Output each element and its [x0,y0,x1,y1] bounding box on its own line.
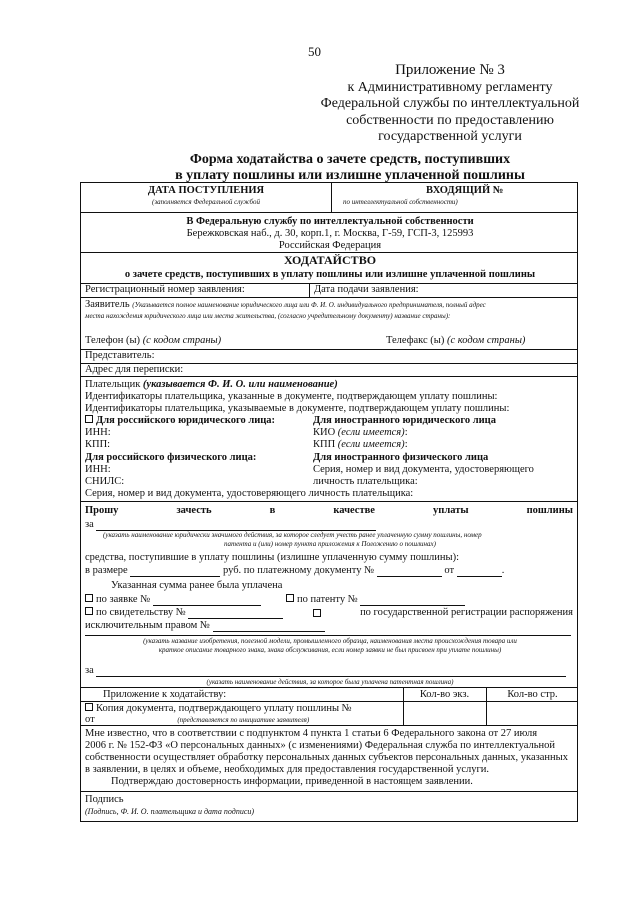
phone-label: Телефон (ы) [85,335,141,346]
attachments-label: Приложение к ходатайству: [103,689,227,700]
reg-number-field[interactable]: Регистрационный номер заявления: [85,284,245,295]
snils-field[interactable]: СНИЛС: [85,476,125,487]
form-title-line: в уплату пошлины или излишне уплаченной пошлины [175,168,525,183]
underline [188,609,283,619]
payer-ids-new: Идентификаторы плательщика, указываемые в документе, подтверждающем уплату пошлины: [85,403,510,414]
request-word: зачесть [176,505,212,516]
by-application-checkbox[interactable] [85,594,261,606]
checkbox-icon[interactable] [85,594,93,602]
earlier-paid-label: Указанная сумма ранее была уплачена [111,580,283,591]
amount-label: в размере [85,565,128,576]
receipt-date-label: ДАТА ПОСТУПЛЕНИЯ [147,185,265,196]
divider [81,701,577,702]
page-number: 50 [308,44,321,59]
underline [85,635,571,636]
by-patent-checkbox[interactable] [286,594,465,606]
divider [81,725,577,726]
request-word: Прошу [85,505,119,516]
addressee-address: Бережковская наб., д. 30, корп.1, г. Москва, Г-59, ГСП-3, 125993 [186,228,474,239]
incoming-label: ВХОДЯЩИЙ № [426,185,504,196]
copies-column-header: Кол-во экз. [419,689,470,700]
payer-field[interactable] [85,379,338,391]
phone-note: (с кодом страны) [142,335,222,346]
kpp-foreign-note: (если имеется) [337,439,405,450]
kio-field[interactable]: КИО (если имеется): [313,427,408,438]
payment-doc-label: руб. по платежному документу № [222,565,375,576]
amount-field[interactable]: в размере руб. по платежному документу № от . [85,565,505,576]
payment-copy-note: (представляется по инициативе заявителя) [177,716,310,724]
request-word: пошлины [526,505,573,516]
signature-note: (Подпись, Ф. И. О. плательщика и дата подписи) [85,807,255,816]
divider [81,212,577,213]
underline [153,596,261,606]
divider [331,183,332,212]
incoming-note: по интеллектуальной собственности) [343,198,458,206]
applicant-field[interactable] [85,299,486,311]
appendix-line: к Административному регламенту [347,79,553,95]
underline [130,567,220,577]
checkbox-icon[interactable] [313,609,321,617]
form-title-line: Форма ходатайства о зачете средств, поступивших [189,152,511,167]
underline [96,667,566,677]
addressee-country: Российская Федерация [278,240,382,251]
consent-text: собственности осуществляет обработку персональных данных субъектов персональных данных, указанных [85,752,568,763]
payer-note: (указывается Ф. И. О. или наименование) [142,379,338,390]
divider [81,376,577,377]
underline [457,567,502,577]
checkbox-icon[interactable] [286,594,294,602]
kpp-foreign-field[interactable]: КПП (если имеется): [313,439,408,450]
ru-legal-label: Для российского юридического лица: [96,415,276,426]
payer-identity-doc-field[interactable]: Серия, номер и вид документа, удостоверяющего личность плательщика: [85,488,414,499]
from-label: от [85,714,95,725]
by-application-label: по заявке № [96,594,151,605]
checkbox-icon[interactable] [85,607,93,615]
consent-confirm: Подтверждаю достоверность информации, приведенной в настоящем заявлении. [111,776,473,787]
exclusive-right-label: исключительным правом № [85,620,210,631]
pages-column-header: Кол-во стр. [507,689,558,700]
applicant-label: Заявитель [85,299,130,310]
appendix-block [300,62,600,146]
state-registration-label: по государственной регистрации распоряжения [360,607,573,618]
kio-label: КИО [313,427,336,438]
petition-subtitle: о зачете средств, поступивших в уплату пошлины или излишне уплаченной пошлины [124,269,536,280]
request-word: в [269,505,276,516]
appendix-title: Приложение № 3 [395,62,505,78]
object-note: краткое описание товарного знака, знака обслуживания, если номер заявки не был присвоен при уплате пошлины) [158,646,502,654]
kio-note: (если имеется) [337,427,405,438]
addressee-title: В Федеральную службу по интеллектуальной собственности [186,216,474,227]
consent-text: 2006 г. № 152-ФЗ «О персональных данных» (с изменениями) Федеральная служба по интеллектуальной [85,740,556,751]
consent-text: Мне известно, что в соответствии с подпунктом 4 пункта 1 статьи 6 Федерального закона от 27 июля [85,728,538,739]
appendix-line: государственной услуги [378,129,522,144]
foreign-legal-label: Для иностранного юридического лица [313,415,496,426]
payer-ids-paid: Идентификаторы плательщика, указанные в документе, подтверждающем уплату пошлины: [85,391,498,402]
applicant-note: места нахождения юридического лица или места жительства, (согласно учредительному документу) название страны): [85,312,451,320]
underline [96,521,376,531]
action-field[interactable] [85,519,376,531]
kpp-foreign-label: КПП [313,439,336,450]
underline [377,567,442,577]
foreign-identity-field[interactable]: личность плательщика: [313,476,418,487]
checkbox-icon[interactable] [85,415,93,423]
paid-action-note: (указать наименование действия, за которое была уплачена патентная пошлина) [206,678,454,686]
underline [213,622,325,632]
appendix-line: собственности по предоставлению [346,112,554,128]
consent-text: в заявлении, в целях и объеме, необходимых для предоставления государственной услуги. [85,764,490,775]
za-label: за [85,665,94,676]
exclusive-right-field[interactable] [85,620,325,632]
payment-copy-label: Копия документа, подтверждающего уплату пошлины № [96,703,352,714]
fax-label: Телефакс (ы) [386,335,445,346]
divider [81,297,577,298]
fax-note: (с кодом страны) [446,335,526,346]
divider [81,349,577,350]
signature-field[interactable]: Подпись [85,794,124,805]
ru-legal-entity-checkbox[interactable] [85,415,275,427]
payer-label: Плательщик [85,379,141,390]
petition-title: ХОДАТАЙСТВО [283,253,377,267]
za-label: за [85,519,94,530]
ru-person-label: Для российского физического лица: [85,452,257,463]
request-word: уплаты [433,505,469,516]
filing-date-field[interactable]: Дата подачи заявления: [314,284,419,295]
fax-field[interactable] [386,335,525,347]
receipt-date-note: (заполняется Федеральной службой [152,198,260,206]
by-certificate-checkbox[interactable] [85,607,283,619]
form-title [100,152,600,184]
by-certificate-label: по свидетельству № [96,607,186,618]
representative-field[interactable]: Представитель: [85,350,155,361]
applicant-note: (Указывается полное наименование юридического лица или Ф. И. О. индивидуального предпринимателя, полный адрес [132,301,486,309]
appendix-line: Федеральной службы по интеллектуальной [320,96,580,111]
paid-action-field[interactable] [85,665,566,677]
by-patent-label: по патенту № [297,594,358,605]
divider [309,283,310,297]
date-label: от [444,565,455,576]
request-word: качестве [333,505,375,516]
state-registration-checkbox[interactable] [313,607,573,619]
divider [81,791,577,792]
kpp-field[interactable]: КПП: [85,439,111,450]
phone-field[interactable] [85,335,221,347]
correspondence-address-field[interactable]: Адрес для переписки: [85,364,184,375]
inn-person-field[interactable]: ИНН: [85,464,111,475]
checkbox-icon[interactable] [85,703,93,711]
underline [360,596,465,606]
funds-label: средства, поступившие в уплату пошлины (излишне уплаченную сумму пошлины): [85,552,460,563]
inn-field[interactable]: ИНН: [85,427,111,438]
action-note: (указать наименование юридически значимого действия, за которое следует учесть ранее уплаченную сумму пошлины, номер [103,531,482,539]
request-line [85,505,573,517]
divider [81,687,577,688]
divider [81,501,577,502]
object-note: (указать название изобретения, полезной модели, промышленного образца, наименования места происхождения товара или [143,637,517,645]
foreign-doc-label: Серия, номер и вид документа, удостоверяющего [313,464,534,475]
foreign-person-label: Для иностранного физического лица [313,452,489,463]
petition-form [80,182,578,822]
action-note: патента и (или) номер пункта приложения к Положению о пошлинах) [224,540,436,548]
